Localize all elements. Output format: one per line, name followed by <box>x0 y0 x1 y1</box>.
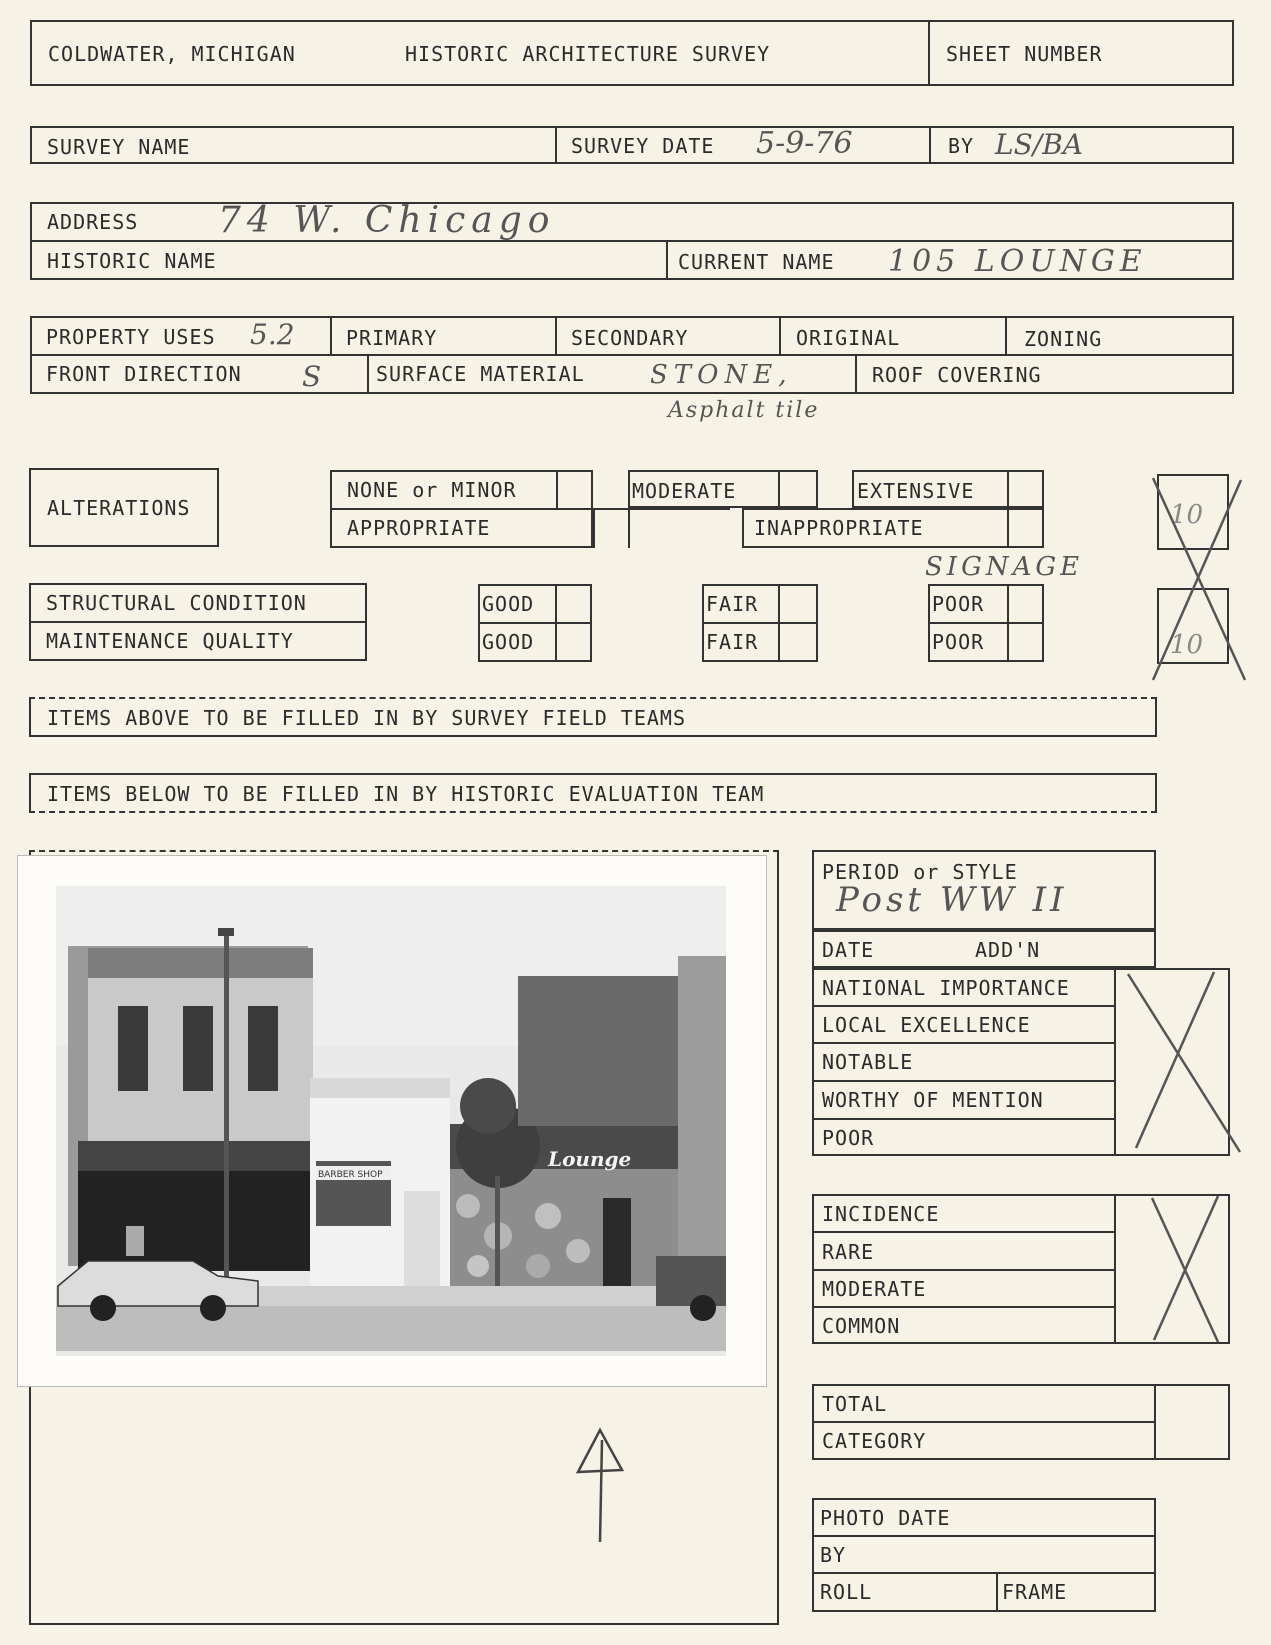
current-name-divider <box>666 240 668 280</box>
imp-h2 <box>812 1042 1114 1044</box>
sheet-number-label: SHEET NUMBER <box>946 42 1103 66</box>
pi-v <box>996 1572 998 1612</box>
survey-divider-2 <box>929 126 931 164</box>
pd2 <box>555 316 557 354</box>
worthy-of-mention[interactable]: WORTHY OF MENTION <box>822 1088 1044 1112</box>
none-minor-option[interactable]: NONE or MINOR <box>347 478 517 502</box>
incidence-moderate[interactable]: MODERATE <box>822 1277 927 1301</box>
poor-h <box>928 622 1044 624</box>
alterations-label: ALTERATIONS <box>47 496 191 520</box>
period-value: Post WW II <box>836 880 1068 920</box>
category-label: CATEGORY <box>822 1429 927 1453</box>
incidence-x-mark <box>1140 1190 1240 1350</box>
survey-date-value: 5-9-76 <box>756 126 853 161</box>
inc-h2 <box>812 1269 1114 1271</box>
alterations-note: SIGNAGE <box>925 552 1084 582</box>
secondary-label: SECONDARY <box>571 326 689 350</box>
address-divider <box>30 240 1234 242</box>
survey-date-label: SURVEY DATE <box>571 134 715 158</box>
maintenance-fair[interactable]: FAIR <box>706 630 759 654</box>
eval-poor[interactable]: POOR <box>822 1126 875 1150</box>
extensive-option[interactable]: EXTENSIVE <box>857 479 975 503</box>
inc-h1 <box>812 1231 1114 1233</box>
surface-material-label: SURFACE MATERIAL <box>376 362 585 386</box>
mod-v <box>778 470 780 508</box>
current-name-value: 105 LOUNGE <box>888 244 1147 279</box>
pd5 <box>367 354 369 394</box>
address-value: 74 W. Chicago <box>218 200 556 241</box>
local-excellence[interactable]: LOCAL EXCELLENCE <box>822 1013 1031 1037</box>
property-uses-value: 5.2 <box>250 318 295 351</box>
roof-covering-label: ROOF COVERING <box>872 363 1042 387</box>
roll-label: ROLL <box>820 1580 873 1604</box>
pd3 <box>779 316 781 354</box>
incidence-rare[interactable]: RARE <box>822 1240 875 1264</box>
imp-h1 <box>812 1005 1114 1007</box>
city-label: COLDWATER, MICHIGAN <box>48 42 296 66</box>
items-below-text: ITEMS BELOW TO BE FILLED IN BY HISTORIC EVALUATION TEAM <box>47 782 765 806</box>
pd1 <box>330 316 332 354</box>
photo-date-label: PHOTO DATE <box>820 1506 951 1530</box>
surface-material-note: Asphalt tile <box>668 398 820 423</box>
inc-v <box>1114 1194 1116 1344</box>
structural-condition-label: STRUCTURAL CONDITION <box>46 591 307 615</box>
notable[interactable]: NOTABLE <box>822 1050 914 1074</box>
inc-h3 <box>812 1306 1114 1308</box>
survey-name-label: SURVEY NAME <box>47 135 191 159</box>
score-2: 10 <box>1170 630 1204 660</box>
importance-x-mark <box>1118 966 1248 1156</box>
historic-name-label: HISTORIC NAME <box>47 249 217 273</box>
lounge-sign: Lounge <box>548 1147 632 1171</box>
fair-h <box>702 622 818 624</box>
north-arrow-icon <box>570 1420 630 1550</box>
maintenance-poor[interactable]: POOR <box>932 630 985 654</box>
items-above-text: ITEMS ABOVE TO BE FILLED IN BY SURVEY FIELD TEAMS <box>47 706 687 730</box>
score-x-mark <box>1145 470 1255 690</box>
addn-label: ADD'N <box>975 938 1041 962</box>
form-title: HISTORIC ARCHITECTURE SURVEY <box>405 42 771 66</box>
inap-v <box>1007 508 1009 548</box>
fair-v <box>778 584 780 662</box>
items-below-right <box>1155 773 1157 813</box>
barber-sign: BARBER SHOP <box>318 1170 383 1180</box>
good-h <box>478 622 592 624</box>
score-1: 10 <box>1170 500 1204 530</box>
period-label: PERIOD or STYLE <box>822 860 1018 884</box>
survey-by-label: BY <box>948 134 975 158</box>
structural-fair[interactable]: FAIR <box>706 592 759 616</box>
imp-v <box>1114 968 1116 1156</box>
property-divider <box>30 354 1234 356</box>
ao-h <box>330 508 730 510</box>
poor-v <box>1007 584 1009 662</box>
header-divider <box>928 20 930 86</box>
ext-v <box>1007 470 1009 508</box>
photo-by-label: BY <box>820 1543 847 1567</box>
pi-h1 <box>812 1535 1156 1537</box>
frame-label: FRAME <box>1002 1580 1068 1604</box>
building-photo <box>18 856 766 1386</box>
current-name-label: CURRENT NAME <box>678 250 835 274</box>
ao-v2 <box>593 508 595 548</box>
front-direction-value: S <box>302 360 322 393</box>
maintenance-good[interactable]: GOOD <box>482 630 535 654</box>
tot-h <box>812 1421 1154 1423</box>
zoning-label: ZONING <box>1024 327 1103 351</box>
original-label: ORIGINAL <box>796 326 901 350</box>
maintenance-quality-label: MAINTENANCE QUALITY <box>46 629 294 653</box>
imp-h4 <box>812 1118 1114 1120</box>
imp-h3 <box>812 1080 1114 1082</box>
incidence-common[interactable]: COMMON <box>822 1314 901 1338</box>
surface-material-value: STONE, <box>650 360 793 390</box>
national-importance[interactable]: NATIONAL IMPORTANCE <box>822 976 1070 1000</box>
incidence-label: INCIDENCE <box>822 1202 940 1226</box>
appropriate-option[interactable]: APPROPRIATE <box>347 516 491 540</box>
survey-by-value: LS/BA <box>995 128 1084 161</box>
pd6 <box>855 354 857 394</box>
survey-divider-1 <box>555 126 557 164</box>
address-label: ADDRESS <box>47 210 139 234</box>
ao-v3 <box>628 508 630 548</box>
cond-h <box>29 621 367 623</box>
inappropriate-option[interactable]: INAPPROPRIATE <box>754 516 924 540</box>
street-scene <box>18 856 766 1386</box>
structural-good[interactable]: GOOD <box>482 592 535 616</box>
property-uses-label: PROPERTY USES <box>46 325 216 349</box>
pi-h2 <box>812 1572 1156 1574</box>
tot-v <box>1154 1384 1156 1460</box>
structural-poor[interactable]: POOR <box>932 592 985 616</box>
primary-label: PRIMARY <box>346 326 438 350</box>
pd4 <box>1005 316 1007 354</box>
good-v <box>555 584 557 662</box>
front-direction-label: FRONT DIRECTION <box>46 362 242 386</box>
total-label: TOTAL <box>822 1392 888 1416</box>
moderate-option[interactable]: MODERATE <box>632 479 737 503</box>
ao-v1 <box>556 470 558 508</box>
eval-date-label: DATE <box>822 938 875 962</box>
